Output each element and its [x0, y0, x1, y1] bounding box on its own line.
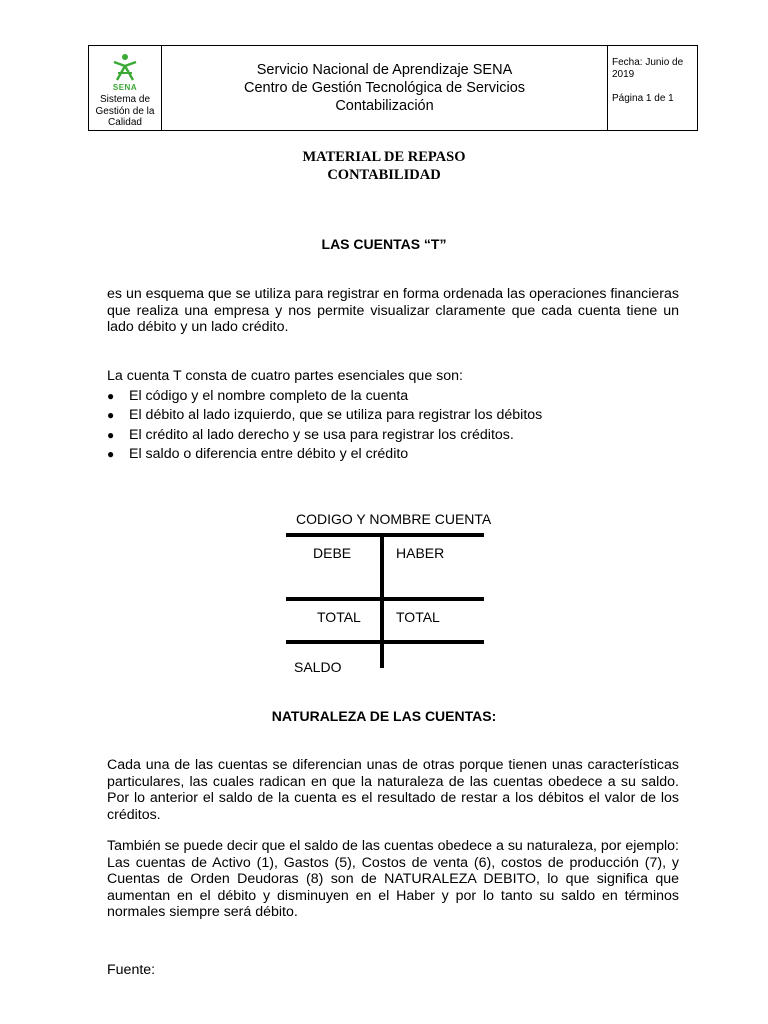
- section-heading-cuentas-t: LAS CUENTAS “T”: [321, 236, 447, 252]
- bullet-icon: ●: [107, 408, 115, 423]
- section-heading-naturaleza: NATURALEZA DE LAS CUENTAS:: [271, 708, 497, 724]
- logo-cell: [89, 46, 162, 130]
- bullet-icon: ●: [107, 388, 115, 403]
- t-saldo-label: SALDO: [294, 659, 342, 675]
- document-title-line-1: MATERIAL DE REPASO: [302, 149, 466, 165]
- list-item: ● El código y el nombre completo de la cuenta: [107, 387, 409, 404]
- org-line-2: Centro de Gestión Tecnológica de Servicios: [243, 80, 526, 96]
- date-page-cell: [608, 46, 697, 130]
- naturaleza-paragraph-1: Cada una de las cuentas se diferencian unas de otras porque tienen unas características particulares, las cuales radican en que la naturaleza de las cuentas obedece a su saldo. Por lo anterior el saldo de la cuenta es el resultado de restar a los débitos el valor de los créditos.: [107, 757, 679, 823]
- t-haber-label: HABER: [396, 545, 445, 561]
- list-intro: La cuenta T consta de cuatro partes esenciales que son:: [107, 368, 463, 384]
- document-header: [88, 45, 698, 131]
- source-label: Fuente:: [107, 962, 156, 978]
- bullet-icon: ●: [107, 427, 115, 442]
- t-account-title: CODIGO Y NOMBRE CUENTA: [296, 511, 492, 527]
- list-item: ● El débito al lado izquierdo, que se utiliza para registrar los débitos: [107, 407, 543, 424]
- t-top-line: [286, 533, 484, 537]
- org-line-3: Contabilización: [335, 98, 434, 114]
- naturaleza-paragraph-2: También se puede decir que el saldo de las cuentas obedece a su naturaleza, por ejemplo: Las cuentas de Activo (1), Gastos (5), Costos de venta (6), costos de producción (7), y Cuentas de Orden Deudoras (8) son de NATURALEZA DEBITO, lo que significa que aumentan en el débito y disminuyen en el Haber y por lo tanto su saldo en términos normales siempre será débito.: [107, 838, 679, 920]
- page-number: Página 1 de 1: [612, 93, 674, 104]
- logo-caption: Sistema de Gestión de la Calidad: [95, 94, 155, 128]
- list-item: ● El crédito al lado derecho y se usa para registrar los créditos.: [107, 426, 514, 443]
- logo-wordmark: SENA: [112, 83, 138, 92]
- sena-logo-icon: [108, 53, 142, 83]
- t-total-left-label: TOTAL: [317, 609, 361, 625]
- bullet-icon: ●: [107, 447, 115, 462]
- org-name-cell: [162, 46, 608, 130]
- t-debe-label: DEBE: [313, 545, 352, 561]
- parts-list: [107, 386, 542, 464]
- definition-paragraph: es un esquema que se utiliza para registrar en forma ordenada las operaciones financieras que realiza una empresa y nos permite visualizar claramente que cada cuenta tiene un lado débito y un lado crédito.: [107, 286, 679, 335]
- org-line-1: Servicio Nacional de Aprendizaje SENA: [256, 62, 513, 78]
- t-saldo-line: [286, 640, 484, 644]
- document-title-line-2: CONTABILIDAD: [327, 167, 441, 183]
- list-item: ● El saldo o diferencia entre débito y el crédito: [107, 446, 409, 463]
- t-total-line: [286, 597, 484, 601]
- date-text: Fecha: Junio de 2019: [612, 57, 684, 80]
- t-total-right-label: TOTAL: [396, 609, 440, 625]
